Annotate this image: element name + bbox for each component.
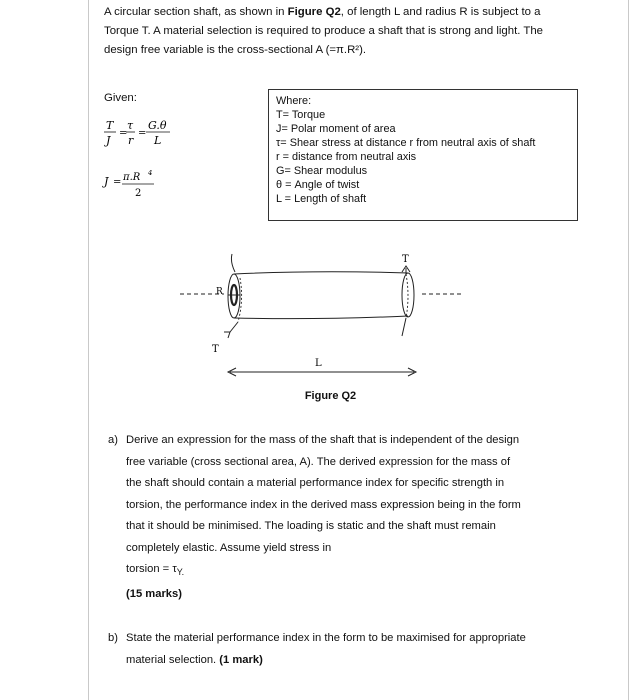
label-T-left: T [212,344,219,355]
question-b [108,628,528,671]
question-b-label: b) [108,632,118,644]
shaft-bottom-edge [234,316,408,319]
label-L: L [315,358,322,369]
eq1-J: J [106,134,111,147]
where-definitions-box [268,89,578,221]
eq1-tau: τ [127,119,134,132]
left-torque-arrowhead [224,332,230,338]
question-a-label: a) [108,434,118,446]
where-line: θ = Angle of twist [276,179,360,191]
question-a-text: Derive an expression for the mass of the shaft that is independent of the design free variable (cross sectional area, A). The derived expression for the mass of the shaft should contain a material performance index for specific strength in torsion, the performance index in the derived mass expression being in the form that it should be minimised. The loading is static and the shaft must remain completely elastic. Assume yield stress in [126,434,521,554]
eq1-r: r [128,134,134,147]
intro-paragraph [104,3,544,60]
shaft-left-end [228,274,240,318]
where-title: Where: [276,95,312,107]
question-b-marks: (1 mark) [219,653,263,666]
eq2-J: J [104,175,109,188]
where-line: T= Torque [276,109,326,121]
question-a-torsion: torsion = τ [126,563,177,575]
question-b-text: State the material performance index in the form to be maximised for appropriate material selection. [126,632,526,666]
where-line: J= Polar moment of area [276,123,396,135]
figure-reference: Figure Q2 [287,6,341,18]
eq1-equals-2: = [138,128,147,139]
eq1-L: L [154,134,162,147]
polar-moment-equation [102,170,162,202]
figure-caption: Figure Q2 [304,390,357,402]
shaft-top-edge [234,272,408,274]
eq2-equals: = [113,177,122,188]
where-line: τ= Shear stress at distance r from neutral axis of shaft [276,137,536,149]
page-border-left [88,0,89,700]
eq1-T: T [106,119,114,132]
label-R: R [216,287,223,297]
question-a [108,430,528,605]
torsion-equation [102,118,174,148]
where-line: G= Shear modulus [276,165,368,177]
question-a-torsion-subscript: Y. [176,567,185,578]
shaft-figure [168,240,468,385]
left-torque-curve-top [231,254,235,272]
eq2-exponent: 4 [148,170,153,177]
eq1-equals-1: = [119,128,128,139]
eq1-G-theta: G.θ [148,119,167,132]
question-a-marks: (15 marks) [126,587,182,600]
intro-text-b: , of length L and radius R is subject to a Torque T. A material selection is required to produce a shaft that is strong and light. The design free variable is the cross-sectional A (=π.R²). [104,6,544,56]
given-heading: Given: [104,92,137,104]
where-line: r = distance from neutral axis [276,151,417,163]
intro-text-a: A circular section shaft, as shown in [104,6,288,18]
right-torque-curve [406,274,408,318]
eq2-denominator: 2 [135,188,142,199]
eq2-numerator: π.R [123,172,141,183]
page-border-right [628,0,629,700]
where-line: L = Length of shaft [276,193,367,205]
label-T-right: T [402,254,409,265]
